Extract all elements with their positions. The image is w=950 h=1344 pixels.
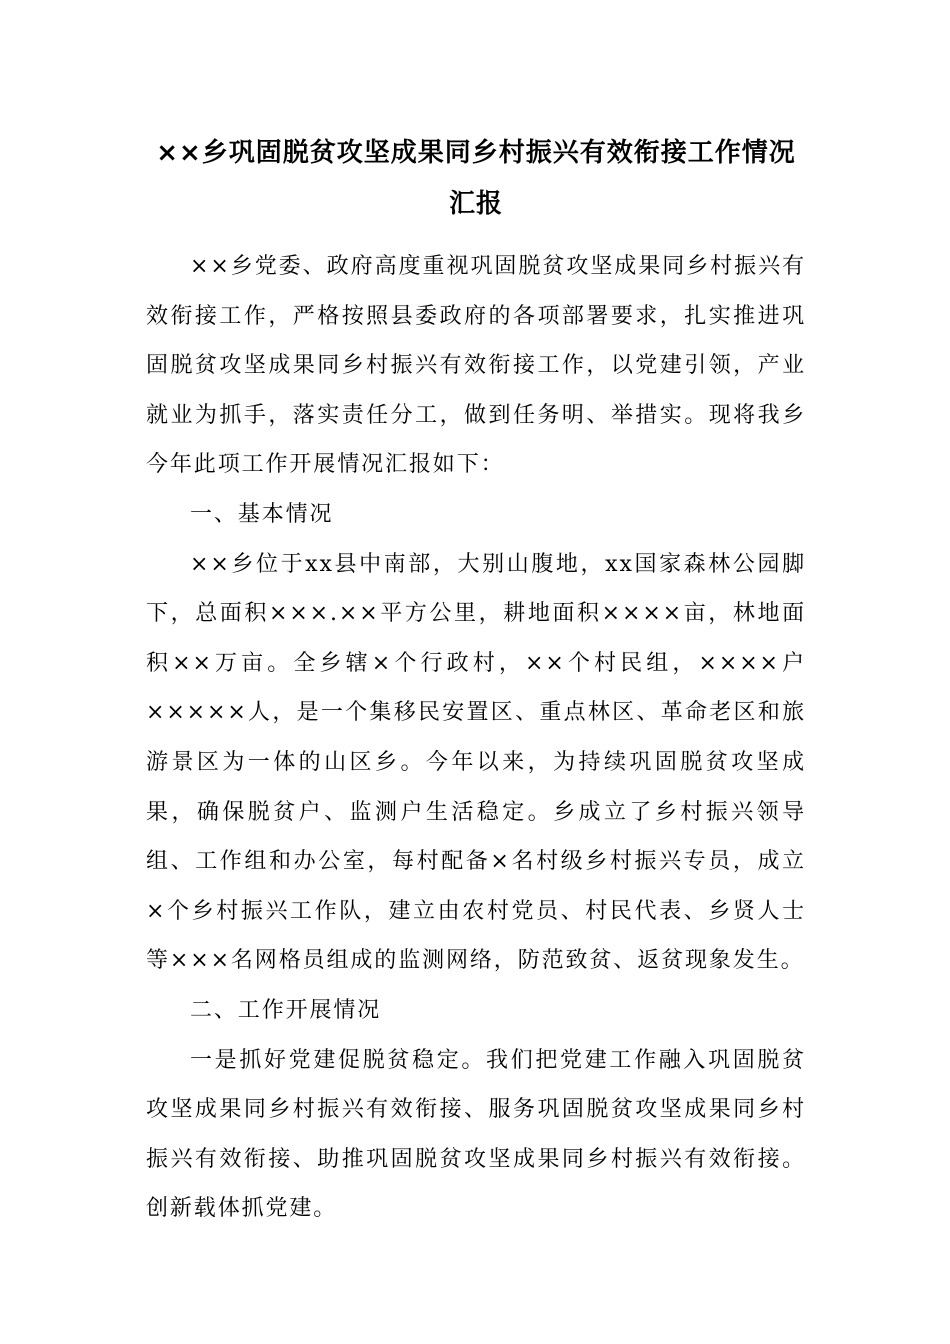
section-heading-basic-situation: 一、基本情况 — [190, 501, 334, 527]
section-heading-work-progress: 二、工作开展情况 — [190, 997, 382, 1023]
intro-paragraph: ××乡党委、政府高度重视巩固脱贫攻坚成果同乡村振兴有效衔接工作，严格按照县委政府的各项部署要求，扎实推进巩固脱贫攻坚成果同乡村振兴有效衔接工作，以党建引领，产业就业为抓手，落实责任分工，做到任务明、举措实。现将我乡今年此项工作开展情况汇报如下： — [146, 254, 806, 478]
work-progress-paragraph: 一是抓好党建促脱贫稳定。我们把党建工作融入巩固脱贫攻坚成果同乡村振兴有效衔接、服务巩固脱贫攻坚成果同乡村振兴有效衔接、助推巩固脱贫攻坚成果同乡村振兴有效衔接。创新载体抓党建。 — [146, 1047, 806, 1222]
document-title: ××乡巩固脱贫攻坚成果同乡村振兴有效衔接工作情况汇报 — [156, 138, 796, 219]
basic-situation-paragraph: ××乡位于xx县中南部，大别山腹地，xx国家森林公园脚下，总面积×××.××平方公里，耕地面积××××亩，林地面积××万亩。全乡辖×个行政村，××个村民组，××××户×××××人，是一个集移民安置区、重点林区、革命老区和旅游景区为一体的山区乡。今年以来，为持续巩固脱贫攻坚成果，确保脱贫户、监测户生活稳定。乡成立了乡村振兴领导组、工作组和办公室，每村配备×名村级乡村振兴专员，成立×个乡村振兴工作队，建立由农村党员、村民代表、乡贤人士等×××名网格员组成的监测网络，防范致贫、返贫现象发生。 — [146, 551, 806, 974]
document-body — [146, 242, 806, 1234]
